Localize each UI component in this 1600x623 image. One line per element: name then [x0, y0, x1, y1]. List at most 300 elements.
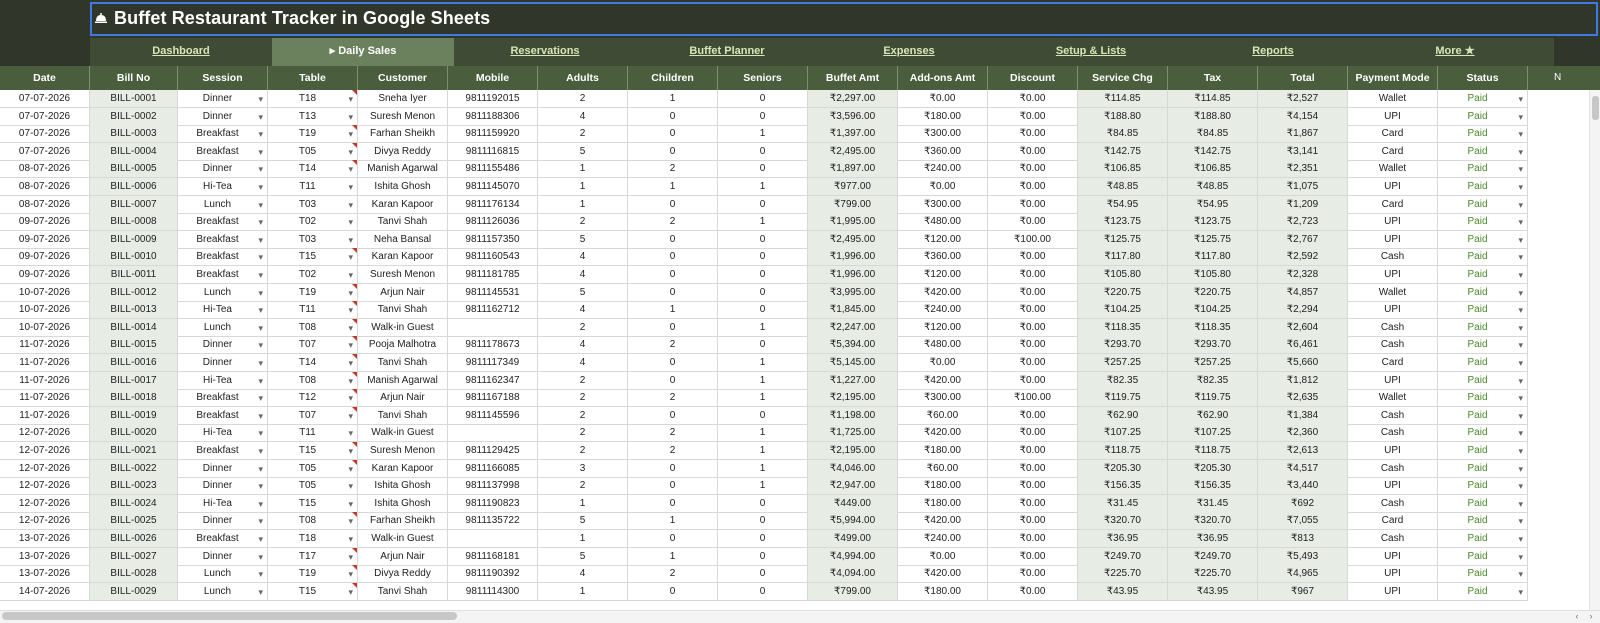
cell-service-chg[interactable]: ₹82.35 — [1078, 372, 1168, 390]
cell-status[interactable]: Paid ▾ — [1438, 442, 1528, 460]
cell-addons-amt[interactable]: ₹240.00 — [898, 530, 988, 548]
cell-addons-amt[interactable]: ₹180.00 — [898, 477, 988, 495]
cell-seniors[interactable]: 0 — [718, 336, 808, 354]
cell-adults[interactable]: 2 — [538, 389, 628, 407]
cell-discount[interactable]: ₹100.00 — [988, 231, 1078, 249]
cell-bill-no[interactable]: BILL-0014 — [90, 319, 178, 337]
cell-tax[interactable]: ₹119.75 — [1168, 389, 1258, 407]
cell-date[interactable]: 10-07-2026 — [0, 319, 90, 337]
cell-date[interactable]: 12-07-2026 — [0, 442, 90, 460]
cell-service-chg[interactable]: ₹104.25 — [1078, 301, 1168, 319]
cell-total[interactable]: ₹813 — [1258, 530, 1348, 548]
cell-payment-mode[interactable]: Card — [1348, 143, 1438, 161]
cell-customer[interactable]: Tanvi Shah — [358, 354, 448, 372]
cell-adults[interactable]: 5 — [538, 143, 628, 161]
cell-bill-no[interactable]: BILL-0005 — [90, 160, 178, 178]
cell-discount[interactable]: ₹0.00 — [988, 125, 1078, 143]
cell-date[interactable]: 12-07-2026 — [0, 424, 90, 442]
cell-table[interactable]: T15 ▾ — [268, 583, 358, 601]
cell-tax[interactable]: ₹84.85 — [1168, 125, 1258, 143]
cell-mobile[interactable]: 9811159920 — [448, 125, 538, 143]
cell-children[interactable]: 1 — [628, 548, 718, 566]
cell-customer[interactable]: Karan Kapoor — [358, 460, 448, 478]
cell-date[interactable]: 08-07-2026 — [0, 160, 90, 178]
cell-addons-amt[interactable]: ₹240.00 — [898, 301, 988, 319]
cell-addons-amt[interactable]: ₹180.00 — [898, 442, 988, 460]
cell-children[interactable]: 0 — [628, 372, 718, 390]
cell-date[interactable]: 11-07-2026 — [0, 407, 90, 425]
cell-addons-amt[interactable]: ₹300.00 — [898, 389, 988, 407]
cell-children[interactable]: 0 — [628, 460, 718, 478]
cell-session[interactable]: Dinner ▾ — [178, 354, 268, 372]
cell-adults[interactable]: 4 — [538, 565, 628, 583]
cell-total[interactable]: ₹5,493 — [1258, 548, 1348, 566]
cell-customer[interactable]: Arjun Nair — [358, 389, 448, 407]
cell-bill-no[interactable]: BILL-0022 — [90, 460, 178, 478]
cell-customer[interactable]: Suresh Menon — [358, 442, 448, 460]
cell-payment-mode[interactable]: UPI — [1348, 548, 1438, 566]
cell-payment-mode[interactable]: UPI — [1348, 565, 1438, 583]
cell-tax[interactable]: ₹106.85 — [1168, 160, 1258, 178]
cell-session[interactable]: Lunch ▾ — [178, 196, 268, 214]
cell-discount[interactable]: ₹100.00 — [988, 389, 1078, 407]
cell-total[interactable]: ₹2,592 — [1258, 248, 1348, 266]
cell-date[interactable]: 13-07-2026 — [0, 565, 90, 583]
cell-table[interactable]: T18 ▾ — [268, 530, 358, 548]
cell-adults[interactable]: 4 — [538, 108, 628, 126]
cell-buffet-amt[interactable]: ₹1,397.00 — [808, 125, 898, 143]
cell-service-chg[interactable]: ₹142.75 — [1078, 143, 1168, 161]
cell-addons-amt[interactable]: ₹420.00 — [898, 512, 988, 530]
cell-session[interactable]: Dinner ▾ — [178, 512, 268, 530]
cell-seniors[interactable]: 1 — [718, 372, 808, 390]
cell-tax[interactable]: ₹118.75 — [1168, 442, 1258, 460]
cell-buffet-amt[interactable]: ₹5,145.00 — [808, 354, 898, 372]
cell-discount[interactable]: ₹0.00 — [988, 530, 1078, 548]
cell-date[interactable]: 12-07-2026 — [0, 460, 90, 478]
cell-discount[interactable]: ₹0.00 — [988, 495, 1078, 513]
cell-bill-no[interactable]: BILL-0012 — [90, 284, 178, 302]
cell-service-chg[interactable]: ₹257.25 — [1078, 354, 1168, 372]
cell-service-chg[interactable]: ₹48.85 — [1078, 178, 1168, 196]
cell-seniors[interactable]: 0 — [718, 196, 808, 214]
cell-payment-mode[interactable]: UPI — [1348, 372, 1438, 390]
cell-payment-mode[interactable]: UPI — [1348, 231, 1438, 249]
cell-service-chg[interactable]: ₹220.75 — [1078, 284, 1168, 302]
cell-session[interactable]: Lunch ▾ — [178, 284, 268, 302]
cell-date[interactable]: 07-07-2026 — [0, 143, 90, 161]
cell-customer[interactable]: Suresh Menon — [358, 266, 448, 284]
column-header-buffet-amt[interactable]: Buffet Amt — [808, 66, 898, 90]
cell-bill-no[interactable]: BILL-0025 — [90, 512, 178, 530]
cell-status[interactable]: Paid ▾ — [1438, 108, 1528, 126]
cell-date[interactable]: 09-07-2026 — [0, 231, 90, 249]
cell-date[interactable]: 10-07-2026 — [0, 301, 90, 319]
cell-payment-mode[interactable]: Cash — [1348, 319, 1438, 337]
cell-addons-amt[interactable]: ₹120.00 — [898, 319, 988, 337]
cell-buffet-amt[interactable]: ₹1,996.00 — [808, 266, 898, 284]
cell-table[interactable]: T19 ▾ — [268, 565, 358, 583]
cell-adults[interactable]: 2 — [538, 442, 628, 460]
cell-service-chg[interactable]: ₹119.75 — [1078, 389, 1168, 407]
cell-addons-amt[interactable]: ₹420.00 — [898, 372, 988, 390]
cell-bill-no[interactable]: BILL-0023 — [90, 477, 178, 495]
cell-tax[interactable]: ₹31.45 — [1168, 495, 1258, 513]
cell-adults[interactable]: 2 — [538, 319, 628, 337]
cell-tax[interactable]: ₹123.75 — [1168, 213, 1258, 231]
cell-children[interactable]: 2 — [628, 442, 718, 460]
cell-customer[interactable]: Tanvi Shah — [358, 301, 448, 319]
cell-tax[interactable]: ₹142.75 — [1168, 143, 1258, 161]
cell-status[interactable]: Paid ▾ — [1438, 389, 1528, 407]
cell-mobile[interactable] — [448, 319, 538, 337]
cell-session[interactable]: Dinner ▾ — [178, 336, 268, 354]
cell-tax[interactable]: ₹257.25 — [1168, 354, 1258, 372]
tab-expenses[interactable]: Expenses — [883, 45, 935, 57]
column-header-next[interactable] — [1554, 66, 1600, 90]
cell-addons-amt[interactable]: ₹60.00 — [898, 460, 988, 478]
cell-adults[interactable]: 4 — [538, 248, 628, 266]
cell-seniors[interactable]: 0 — [718, 565, 808, 583]
cell-date[interactable]: 11-07-2026 — [0, 354, 90, 372]
column-header-addons-amt[interactable]: Add-ons Amt — [898, 66, 988, 90]
cell-discount[interactable]: ₹0.00 — [988, 424, 1078, 442]
cell-addons-amt[interactable]: ₹480.00 — [898, 213, 988, 231]
cell-buffet-amt[interactable]: ₹2,195.00 — [808, 389, 898, 407]
cell-discount[interactable]: ₹0.00 — [988, 565, 1078, 583]
cell-table[interactable]: T19 ▾ — [268, 125, 358, 143]
cell-service-chg[interactable]: ₹249.70 — [1078, 548, 1168, 566]
cell-addons-amt[interactable]: ₹0.00 — [898, 354, 988, 372]
cell-adults[interactable]: 4 — [538, 301, 628, 319]
cell-customer[interactable]: Farhan Sheikh — [358, 125, 448, 143]
cell-buffet-amt[interactable]: ₹2,247.00 — [808, 319, 898, 337]
cell-addons-amt[interactable]: ₹420.00 — [898, 565, 988, 583]
cell-buffet-amt[interactable]: ₹449.00 — [808, 495, 898, 513]
cell-discount[interactable]: ₹0.00 — [988, 477, 1078, 495]
cell-table[interactable]: T13 ▾ — [268, 108, 358, 126]
cell-payment-mode[interactable]: Card — [1348, 196, 1438, 214]
cell-session[interactable]: Dinner ▾ — [178, 160, 268, 178]
cell-session[interactable]: Dinner ▾ — [178, 460, 268, 478]
cell-status[interactable]: Paid ▾ — [1438, 213, 1528, 231]
cell-payment-mode[interactable]: Cash — [1348, 460, 1438, 478]
cell-customer[interactable]: Walk-in Guest — [358, 319, 448, 337]
cell-children[interactable]: 0 — [628, 354, 718, 372]
cell-addons-amt[interactable]: ₹180.00 — [898, 583, 988, 601]
cell-adults[interactable]: 2 — [538, 407, 628, 425]
cell-customer[interactable]: Suresh Menon — [358, 108, 448, 126]
cell-seniors[interactable]: 0 — [718, 512, 808, 530]
cell-total[interactable]: ₹1,384 — [1258, 407, 1348, 425]
cell-total[interactable]: ₹6,461 — [1258, 336, 1348, 354]
cell-children[interactable]: 0 — [628, 477, 718, 495]
column-header-bill-no[interactable]: Bill No — [90, 66, 178, 90]
cell-mobile[interactable]: 9811157350 — [448, 231, 538, 249]
cell-addons-amt[interactable]: ₹180.00 — [898, 495, 988, 513]
cell-service-chg[interactable]: ₹118.35 — [1078, 319, 1168, 337]
cell-buffet-amt[interactable]: ₹2,495.00 — [808, 143, 898, 161]
cell-service-chg[interactable]: ₹320.70 — [1078, 512, 1168, 530]
cell-session[interactable]: Breakfast ▾ — [178, 231, 268, 249]
cell-payment-mode[interactable]: UPI — [1348, 442, 1438, 460]
cell-bill-no[interactable]: BILL-0024 — [90, 495, 178, 513]
cell-service-chg[interactable]: ₹117.80 — [1078, 248, 1168, 266]
cell-date[interactable]: 09-07-2026 — [0, 213, 90, 231]
cell-date[interactable]: 07-07-2026 — [0, 90, 90, 108]
cell-table[interactable]: T02 ▾ — [268, 266, 358, 284]
cell-discount[interactable]: ₹0.00 — [988, 178, 1078, 196]
cell-bill-no[interactable]: BILL-0026 — [90, 530, 178, 548]
cell-bill-no[interactable]: BILL-0003 — [90, 125, 178, 143]
cell-date[interactable]: 13-07-2026 — [0, 548, 90, 566]
cell-status[interactable]: Paid ▾ — [1438, 495, 1528, 513]
cell-status[interactable]: Paid ▾ — [1438, 512, 1528, 530]
column-header-adults[interactable]: Adults — [538, 66, 628, 90]
cell-session[interactable]: Breakfast ▾ — [178, 389, 268, 407]
cell-status[interactable]: Paid ▾ — [1438, 424, 1528, 442]
cell-discount[interactable]: ₹0.00 — [988, 319, 1078, 337]
cell-status[interactable]: Paid ▾ — [1438, 160, 1528, 178]
cell-total[interactable]: ₹2,360 — [1258, 424, 1348, 442]
cell-customer[interactable]: Arjun Nair — [358, 548, 448, 566]
cell-session[interactable]: Breakfast ▾ — [178, 143, 268, 161]
cell-seniors[interactable]: 0 — [718, 495, 808, 513]
cell-mobile[interactable]: 9811162347 — [448, 372, 538, 390]
cell-table[interactable]: T02 ▾ — [268, 213, 358, 231]
column-header-mobile[interactable]: Mobile — [448, 66, 538, 90]
cell-bill-no[interactable]: BILL-0001 — [90, 90, 178, 108]
cell-tax[interactable]: ₹320.70 — [1168, 512, 1258, 530]
cell-mobile[interactable]: 9811192015 — [448, 90, 538, 108]
column-header-date[interactable]: Date — [0, 66, 90, 90]
cell-customer[interactable]: Manish Agarwal — [358, 372, 448, 390]
cell-bill-no[interactable]: BILL-0008 — [90, 213, 178, 231]
cell-payment-mode[interactable]: UPI — [1348, 583, 1438, 601]
cell-buffet-amt[interactable]: ₹2,495.00 — [808, 231, 898, 249]
cell-discount[interactable]: ₹0.00 — [988, 196, 1078, 214]
cell-status[interactable]: Paid ▾ — [1438, 319, 1528, 337]
cell-mobile[interactable]: 9811176134 — [448, 196, 538, 214]
cell-buffet-amt[interactable]: ₹5,994.00 — [808, 512, 898, 530]
cell-status[interactable]: Paid ▾ — [1438, 583, 1528, 601]
cell-service-chg[interactable]: ₹106.85 — [1078, 160, 1168, 178]
cell-session[interactable]: Hi-Tea ▾ — [178, 301, 268, 319]
cell-mobile[interactable]: 9811137998 — [448, 477, 538, 495]
cell-children[interactable]: 2 — [628, 160, 718, 178]
cell-adults[interactable]: 3 — [538, 460, 628, 478]
cell-adults[interactable]: 4 — [538, 336, 628, 354]
column-header-service-chg[interactable]: Service Chg — [1078, 66, 1168, 90]
cell-children[interactable]: 1 — [628, 512, 718, 530]
cell-status[interactable]: Paid ▾ — [1438, 548, 1528, 566]
cell-payment-mode[interactable]: Card — [1348, 125, 1438, 143]
cell-mobile[interactable] — [448, 424, 538, 442]
cell-bill-no[interactable]: BILL-0020 — [90, 424, 178, 442]
cell-total[interactable]: ₹4,857 — [1258, 284, 1348, 302]
cell-date[interactable]: 11-07-2026 — [0, 389, 90, 407]
cell-total[interactable]: ₹2,767 — [1258, 231, 1348, 249]
cell-adults[interactable]: 1 — [538, 160, 628, 178]
cell-date[interactable]: 12-07-2026 — [0, 512, 90, 530]
cell-date[interactable]: 07-07-2026 — [0, 125, 90, 143]
cell-mobile[interactable]: 9811116815 — [448, 143, 538, 161]
cell-tax[interactable]: ₹118.35 — [1168, 319, 1258, 337]
cell-service-chg[interactable]: ₹156.35 — [1078, 477, 1168, 495]
cell-customer[interactable]: Walk-in Guest — [358, 424, 448, 442]
cell-adults[interactable]: 2 — [538, 90, 628, 108]
cell-service-chg[interactable]: ₹123.75 — [1078, 213, 1168, 231]
cell-adults[interactable]: 1 — [538, 583, 628, 601]
cell-seniors[interactable]: 1 — [718, 460, 808, 478]
cell-payment-mode[interactable]: Wallet — [1348, 284, 1438, 302]
cell-mobile[interactable]: 9811168181 — [448, 548, 538, 566]
cell-buffet-amt[interactable]: ₹3,995.00 — [808, 284, 898, 302]
cell-date[interactable]: 12-07-2026 — [0, 477, 90, 495]
column-header-table[interactable]: Table — [268, 66, 358, 90]
cell-total[interactable]: ₹2,604 — [1258, 319, 1348, 337]
cell-bill-no[interactable]: BILL-0017 — [90, 372, 178, 390]
vertical-scrollbar[interactable] — [1589, 90, 1600, 610]
cell-addons-amt[interactable]: ₹0.00 — [898, 90, 988, 108]
cell-mobile[interactable]: 9811126036 — [448, 213, 538, 231]
cell-addons-amt[interactable]: ₹360.00 — [898, 143, 988, 161]
cell-seniors[interactable]: 0 — [718, 583, 808, 601]
tab-setup-lists[interactable]: Setup & Lists — [1055, 45, 1127, 57]
cell-children[interactable]: 2 — [628, 389, 718, 407]
cell-date[interactable]: 10-07-2026 — [0, 284, 90, 302]
column-header-tax[interactable]: Tax — [1168, 66, 1258, 90]
cell-total[interactable]: ₹3,440 — [1258, 477, 1348, 495]
cell-bill-no[interactable]: BILL-0011 — [90, 266, 178, 284]
tab-dashboard[interactable]: Dashboard — [152, 45, 210, 57]
cell-seniors[interactable]: 1 — [718, 389, 808, 407]
cell-buffet-amt[interactable]: ₹499.00 — [808, 530, 898, 548]
cell-discount[interactable]: ₹0.00 — [988, 354, 1078, 372]
cell-service-chg[interactable]: ₹188.80 — [1078, 108, 1168, 126]
cell-buffet-amt[interactable]: ₹1,996.00 — [808, 248, 898, 266]
cell-table[interactable]: T15 ▾ — [268, 495, 358, 513]
cell-table[interactable]: T14 ▾ — [268, 160, 358, 178]
cell-bill-no[interactable]: BILL-0019 — [90, 407, 178, 425]
column-header-total[interactable]: Total — [1258, 66, 1348, 90]
cell-payment-mode[interactable]: Cash — [1348, 424, 1438, 442]
cell-mobile[interactable]: 9811155486 — [448, 160, 538, 178]
cell-status[interactable]: Paid ▾ — [1438, 354, 1528, 372]
cell-adults[interactable]: 5 — [538, 284, 628, 302]
cell-mobile[interactable]: 9811181785 — [448, 266, 538, 284]
cell-mobile[interactable]: 9811178673 — [448, 336, 538, 354]
cell-seniors[interactable]: 0 — [718, 90, 808, 108]
cell-status[interactable]: Paid ▾ — [1438, 196, 1528, 214]
tab-daily-sales[interactable]: ▸ Daily Sales — [272, 38, 454, 66]
cell-customer[interactable]: Neha Bansal — [358, 231, 448, 249]
cell-table[interactable]: T19 ▾ — [268, 284, 358, 302]
cell-customer[interactable]: Ishita Ghosh — [358, 495, 448, 513]
horizontal-scroll-thumb[interactable] — [2, 612, 457, 620]
cell-payment-mode[interactable]: UPI — [1348, 213, 1438, 231]
cell-children[interactable]: 0 — [628, 530, 718, 548]
cell-tax[interactable]: ₹114.85 — [1168, 90, 1258, 108]
cell-adults[interactable]: 1 — [538, 495, 628, 513]
cell-buffet-amt[interactable]: ₹1,227.00 — [808, 372, 898, 390]
cell-mobile[interactable] — [448, 530, 538, 548]
cell-customer[interactable]: Tanvi Shah — [358, 407, 448, 425]
cell-table[interactable]: T05 ▾ — [268, 477, 358, 495]
cell-session[interactable]: Lunch ▾ — [178, 583, 268, 601]
cell-bill-no[interactable]: BILL-0010 — [90, 248, 178, 266]
cell-adults[interactable]: 5 — [538, 512, 628, 530]
cell-session[interactable]: Dinner ▾ — [178, 90, 268, 108]
cell-table[interactable]: T08 ▾ — [268, 319, 358, 337]
cell-date[interactable]: 12-07-2026 — [0, 495, 90, 513]
cell-table[interactable]: T11 ▾ — [268, 301, 358, 319]
cell-mobile[interactable]: 9811190392 — [448, 565, 538, 583]
cell-customer[interactable]: Manish Agarwal — [358, 160, 448, 178]
cell-total[interactable]: ₹2,723 — [1258, 213, 1348, 231]
cell-children[interactable]: 0 — [628, 108, 718, 126]
cell-children[interactable]: 1 — [628, 90, 718, 108]
cell-children[interactable]: 0 — [628, 407, 718, 425]
cell-session[interactable]: Breakfast ▾ — [178, 266, 268, 284]
cell-children[interactable]: 0 — [628, 266, 718, 284]
cell-addons-amt[interactable]: ₹480.00 — [898, 336, 988, 354]
cell-buffet-amt[interactable]: ₹1,198.00 — [808, 407, 898, 425]
cell-buffet-amt[interactable]: ₹2,195.00 — [808, 442, 898, 460]
cell-tax[interactable]: ₹156.35 — [1168, 477, 1258, 495]
cell-total[interactable]: ₹2,328 — [1258, 266, 1348, 284]
tab-more[interactable]: More ★ — [1435, 45, 1475, 57]
cell-buffet-amt[interactable]: ₹1,897.00 — [808, 160, 898, 178]
cell-addons-amt[interactable]: ₹60.00 — [898, 407, 988, 425]
cell-buffet-amt[interactable]: ₹799.00 — [808, 583, 898, 601]
cell-buffet-amt[interactable]: ₹4,046.00 — [808, 460, 898, 478]
cell-bill-no[interactable]: BILL-0006 — [90, 178, 178, 196]
cell-total[interactable]: ₹3,141 — [1258, 143, 1348, 161]
column-header-payment-mode[interactable]: Payment Mode — [1348, 66, 1438, 90]
cell-service-chg[interactable]: ₹105.80 — [1078, 266, 1168, 284]
cell-status[interactable]: Paid ▾ — [1438, 125, 1528, 143]
cell-tax[interactable]: ₹62.90 — [1168, 407, 1258, 425]
cell-mobile[interactable]: 9811160543 — [448, 248, 538, 266]
cell-table[interactable]: T18 ▾ — [268, 90, 358, 108]
column-header-customer[interactable]: Customer — [358, 66, 448, 90]
cell-session[interactable]: Hi-Tea ▾ — [178, 424, 268, 442]
cell-table[interactable]: T03 ▾ — [268, 231, 358, 249]
tab-reservations[interactable]: Reservations — [510, 45, 580, 57]
cell-tax[interactable]: ₹36.95 — [1168, 530, 1258, 548]
cell-date[interactable]: 08-07-2026 — [0, 178, 90, 196]
cell-discount[interactable]: ₹0.00 — [988, 583, 1078, 601]
cell-adults[interactable]: 4 — [538, 354, 628, 372]
cell-payment-mode[interactable]: UPI — [1348, 266, 1438, 284]
cell-adults[interactable]: 2 — [538, 424, 628, 442]
cell-discount[interactable]: ₹0.00 — [988, 143, 1078, 161]
cell-seniors[interactable]: 1 — [718, 213, 808, 231]
cell-payment-mode[interactable]: Cash — [1348, 407, 1438, 425]
cell-service-chg[interactable]: ₹31.45 — [1078, 495, 1168, 513]
cell-bill-no[interactable]: BILL-0016 — [90, 354, 178, 372]
cell-service-chg[interactable]: ₹225.70 — [1078, 565, 1168, 583]
cell-total[interactable]: ₹692 — [1258, 495, 1348, 513]
cell-session[interactable]: Breakfast ▾ — [178, 213, 268, 231]
cell-seniors[interactable]: 0 — [718, 108, 808, 126]
cell-children[interactable]: 0 — [628, 231, 718, 249]
cell-discount[interactable]: ₹0.00 — [988, 512, 1078, 530]
cell-mobile[interactable]: 9811114300 — [448, 583, 538, 601]
cell-children[interactable]: 0 — [628, 143, 718, 161]
cell-seniors[interactable]: 1 — [718, 477, 808, 495]
